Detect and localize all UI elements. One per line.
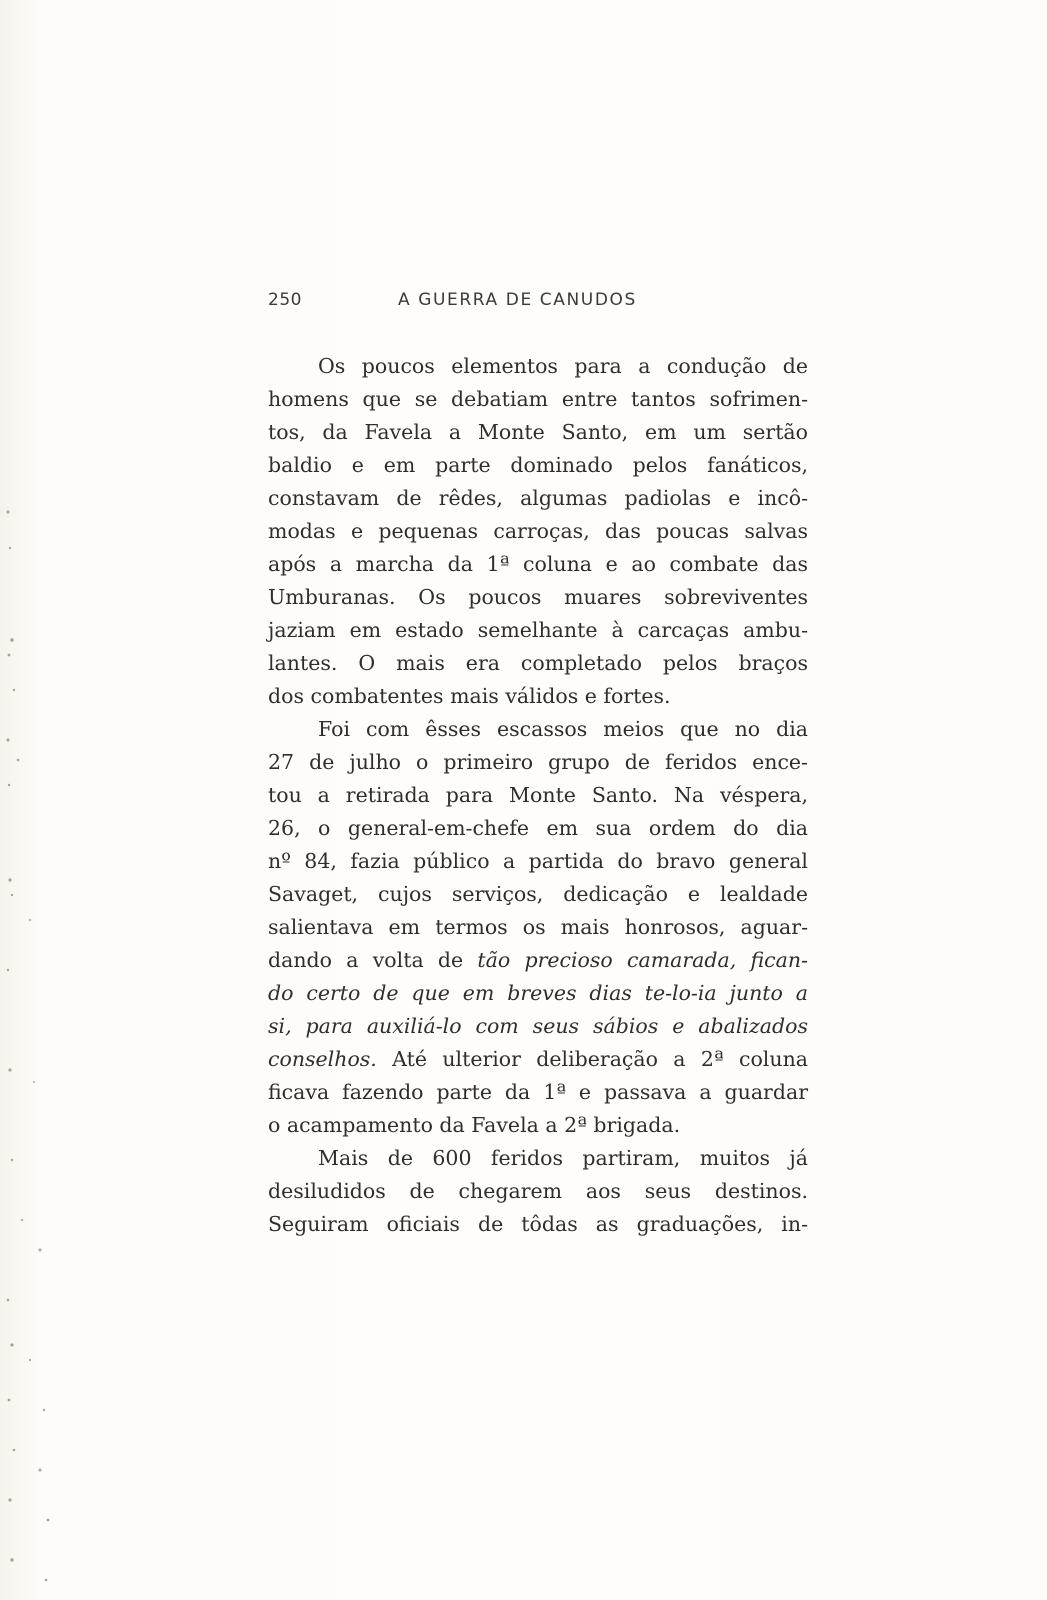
paragraph-3 bbox=[268, 1142, 808, 1241]
text-line: baldio e em parte dominado pelos fanáticos, bbox=[268, 453, 808, 477]
page-number: 250 bbox=[268, 290, 302, 310]
text-line-mixed bbox=[268, 977, 808, 1010]
paper-specks bbox=[0, 0, 80, 1600]
text-line: 26, o general-em-chefe em sua ordem do dia bbox=[268, 816, 808, 840]
text-line: homens que se debatiam entre tantos sofrimen- bbox=[268, 387, 808, 411]
text-line: após a marcha da 1ª coluna e ao combate das bbox=[268, 552, 808, 576]
text-line: nº 84, fazia público a partida do bravo general bbox=[268, 849, 808, 873]
paragraph-1 bbox=[268, 350, 808, 713]
text-line: ficava fazendo parte da 1ª e passava a guardar bbox=[268, 1080, 808, 1104]
text-line: tos, da Favela a Monte Santo, em um sertão bbox=[268, 420, 808, 444]
text-line: constavam de rêdes, algumas padiolas e incô- bbox=[268, 486, 808, 510]
text-line: dos combatentes mais válidos e fortes. bbox=[268, 684, 671, 708]
text-line: modas e pequenas carroças, das poucas salvas bbox=[268, 519, 808, 543]
text-line: Umburanas. Os poucos muares sobreviventes bbox=[268, 585, 808, 609]
body-text bbox=[268, 350, 808, 1241]
text-line: Seguiram oficiais de tôdas as graduações, in- bbox=[268, 1212, 808, 1236]
line-plain-part: dando a volta de bbox=[268, 948, 478, 972]
text-line: desiludidos de chegarem aos seus destinos. bbox=[268, 1179, 808, 1203]
running-head: A GUERRA DE CANUDOS bbox=[398, 290, 637, 310]
text-line-mixed bbox=[268, 1010, 808, 1043]
text-line: Foi com êsses escassos meios que no dia bbox=[318, 717, 808, 741]
text-line: jaziam em estado semelhante à carcaças ambu- bbox=[268, 618, 808, 642]
text-line: Mais de 600 feridos partiram, muitos já bbox=[318, 1146, 808, 1170]
text-line-mixed bbox=[268, 944, 808, 977]
text-line: salientava em termos os mais honrosos, aguar- bbox=[268, 915, 808, 939]
text-line-mixed bbox=[268, 1043, 808, 1076]
text-line: lantes. O mais era completado pelos braços bbox=[268, 651, 808, 675]
text-line: Os poucos elementos para a condução de bbox=[318, 354, 808, 378]
line-italic-part: conselhos. bbox=[268, 1047, 377, 1071]
line-italic-part: do certo de que em breves dias te-lo-ia junto a bbox=[268, 981, 808, 1005]
text-line: tou a retirada para Monte Santo. Na véspera, bbox=[268, 783, 808, 807]
line-italic-part: si, para auxiliá-lo com seus sábios e abalizados bbox=[268, 1014, 808, 1038]
text-line: Savaget, cujos serviços, dedicação e lealdade bbox=[268, 882, 808, 906]
paragraph-2 bbox=[268, 713, 808, 1142]
line-plain-part: Até ulterior deliberação a 2ª coluna bbox=[376, 1047, 808, 1071]
line-italic-part: tão precioso camarada, fican- bbox=[477, 948, 808, 972]
text-line: o acampamento da Favela a 2ª brigada. bbox=[268, 1113, 681, 1137]
text-line: 27 de julho o primeiro grupo de feridos ence- bbox=[268, 750, 808, 774]
